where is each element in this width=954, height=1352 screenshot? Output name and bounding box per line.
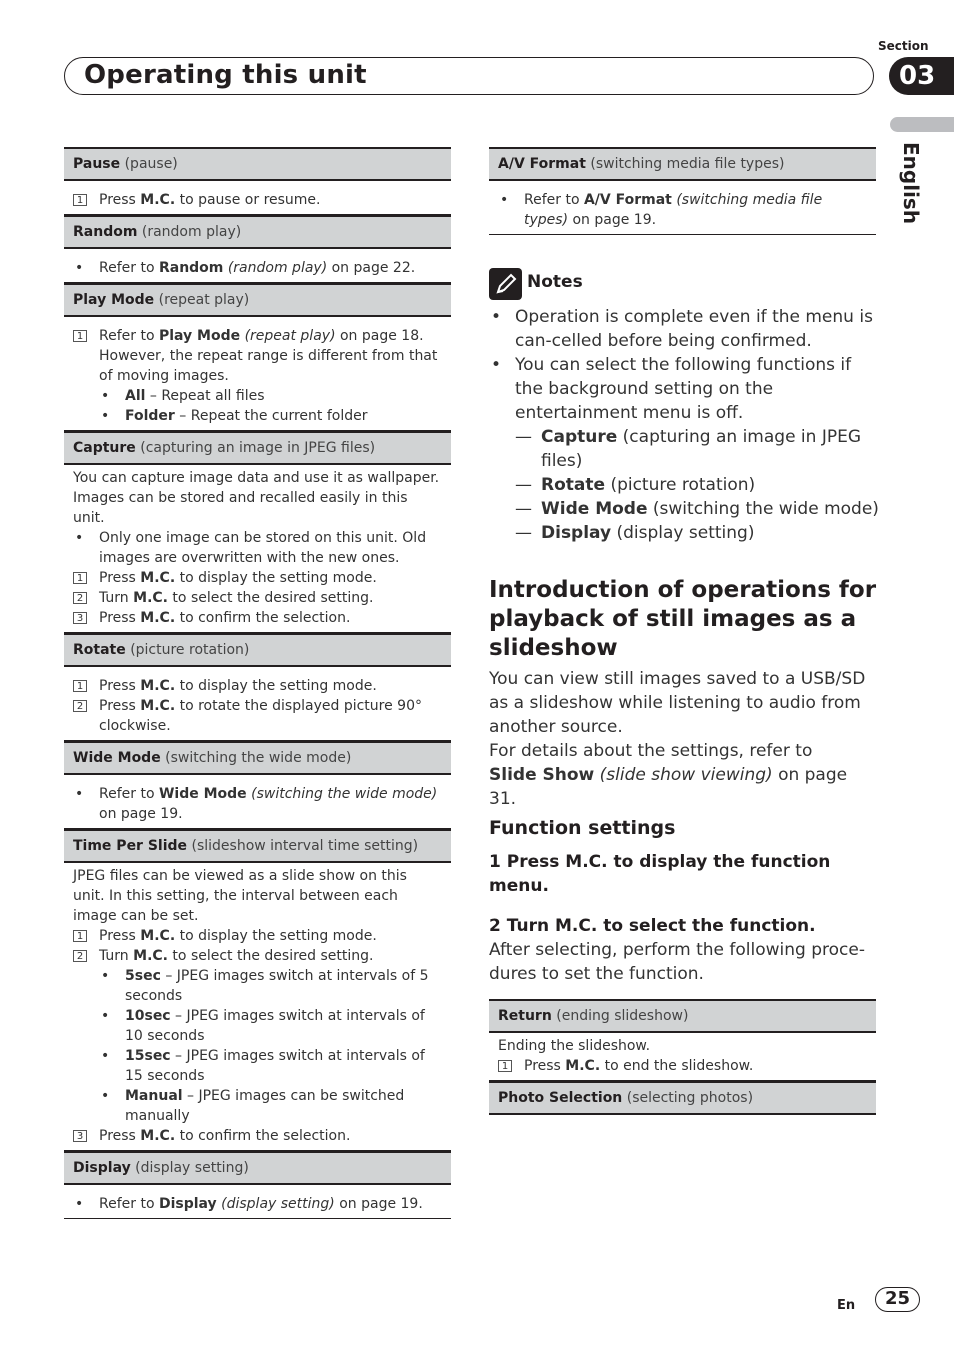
- table-row: [73, 386, 442, 406]
- table-header: [64, 1151, 451, 1185]
- page-number: 25: [875, 1287, 920, 1312]
- text-run: Refer to: [99, 328, 159, 344]
- row-text: [99, 608, 442, 628]
- text-run: Refer to: [524, 192, 584, 208]
- dash-text: [541, 473, 879, 497]
- text-run: on page 18. However, the repeat range is different from that of moving images.: [99, 328, 438, 384]
- settings-table: [489, 999, 876, 1081]
- table-header: [64, 633, 451, 667]
- row-text: [125, 406, 442, 426]
- table-row: [498, 1056, 867, 1076]
- notes-pencil-icon: [489, 268, 522, 300]
- text-run: Refer to: [99, 1196, 159, 1212]
- table-header: [489, 147, 876, 181]
- table-header: [64, 741, 451, 775]
- bullet: •: [75, 1196, 84, 1212]
- text-run: to select the desired setting.: [167, 590, 374, 606]
- key-name: M.C.: [140, 698, 176, 714]
- table-row: [73, 676, 442, 696]
- table-body: [489, 1033, 876, 1081]
- settings-table: [64, 215, 451, 283]
- text-run: on page 22.: [327, 260, 416, 276]
- key-name: M.C.: [565, 1058, 601, 1074]
- table-header: [64, 283, 451, 317]
- table-row: [73, 406, 442, 426]
- ref-italic: (random play): [223, 260, 328, 276]
- settings-table: [64, 741, 451, 829]
- option-name: All: [125, 388, 146, 404]
- notes-title: Notes: [527, 272, 583, 292]
- row-text: [125, 966, 442, 1006]
- text-run: – Repeat the current folder: [174, 408, 368, 424]
- bullet: •: [75, 530, 84, 546]
- dash-text: [541, 425, 879, 473]
- table-row: [73, 588, 442, 608]
- header-bold: Time Per Slide: [73, 838, 188, 854]
- text-run: to select the desired setting.: [167, 948, 374, 964]
- step-number: 1: [73, 572, 87, 584]
- header-bold: Rotate: [73, 642, 126, 658]
- text-run: Press: [99, 928, 141, 944]
- table-body: [489, 181, 876, 235]
- header-description: (display setting): [135, 1160, 249, 1176]
- step-number: 1: [73, 194, 87, 206]
- step-number: 3: [73, 612, 87, 624]
- settings-table: [64, 147, 451, 215]
- row-text: [99, 258, 442, 278]
- table-row: [73, 696, 442, 736]
- function-description: (display setting): [616, 523, 755, 543]
- text-run: Press: [524, 1058, 566, 1074]
- text-run: – JPEG images switch at intervals of 5 seconds: [125, 968, 429, 1004]
- ref-italic: (switching the wide mode): [246, 786, 438, 802]
- settings-table: [64, 283, 451, 431]
- text-run: Refer to: [99, 786, 159, 802]
- header-description: (selecting photos): [626, 1090, 754, 1106]
- option-name: 10sec: [125, 1008, 171, 1024]
- table-body: [64, 1185, 451, 1219]
- row-text: [125, 1086, 442, 1126]
- note-text: You can select the following functions if the background setting on the entertainment menu is off.: [515, 355, 852, 423]
- row-text: [125, 386, 442, 406]
- bullet: •: [101, 968, 110, 984]
- step-number: 1: [73, 680, 87, 692]
- step-number: 1: [73, 330, 87, 342]
- note-dash-item: [489, 425, 879, 473]
- ref-bold: A/V Format: [583, 192, 672, 208]
- header-description: (picture rotation): [130, 642, 250, 658]
- header-bold: A/V Format: [498, 156, 586, 172]
- text-run: Press: [99, 678, 141, 694]
- dash-text: [541, 521, 879, 545]
- ref-bold: Random: [158, 260, 224, 276]
- text-run: Press: [99, 1128, 141, 1144]
- ref-bold: Play Mode: [158, 328, 241, 344]
- language-label-box: [897, 142, 923, 225]
- header-description: (repeat play): [158, 292, 250, 308]
- text-run: to rotate the displayed picture 90° clockwise.: [99, 698, 422, 734]
- row-text: [524, 1056, 867, 1076]
- header-bold: Wide Mode: [73, 750, 161, 766]
- settings-table: [64, 431, 451, 633]
- function-name: Display: [541, 523, 612, 543]
- section-number: 03: [889, 57, 954, 95]
- bullet: •: [101, 1008, 110, 1024]
- dash-marker: —: [515, 427, 532, 447]
- header-description: (random play): [141, 224, 242, 240]
- key-name: M.C.: [140, 678, 176, 694]
- section-label: Section: [878, 39, 929, 53]
- text-run: Press: [99, 192, 141, 208]
- bullet: •: [101, 408, 110, 424]
- row-text: [99, 588, 442, 608]
- note-dash-list: [489, 425, 879, 545]
- ref-italic: (repeat play): [240, 328, 336, 344]
- table-row: [498, 190, 867, 230]
- text-run: on page 19.: [334, 1196, 423, 1212]
- function-name: Wide Mode: [541, 499, 648, 519]
- table-body: [64, 249, 451, 283]
- step-number: 2: [73, 700, 87, 712]
- text-run: Turn: [99, 948, 134, 964]
- text-run: to end the slideshow.: [600, 1058, 754, 1074]
- ref-italic: (display setting): [216, 1196, 335, 1212]
- text-run: – JPEG images switch at intervals of 10 seconds: [125, 1008, 425, 1044]
- key-name: M.C.: [140, 192, 176, 208]
- table-row: [73, 326, 442, 386]
- table-row: [73, 784, 442, 824]
- left-column: [64, 147, 451, 1219]
- header-bold: Play Mode: [73, 292, 155, 308]
- table-row: [73, 926, 442, 946]
- row-text: [99, 784, 442, 824]
- table-row: [73, 258, 442, 278]
- intro-para2: For details about the settings, refer to: [489, 741, 813, 761]
- table-row: [73, 1086, 442, 1126]
- row-text: [99, 926, 442, 946]
- option-name: Folder: [125, 408, 175, 424]
- row-text: You can capture image data and use it as wallpaper. Images can be stored and recalled easily in this unit.: [73, 470, 440, 526]
- function-description: (capturing an image in JPEG files): [541, 427, 862, 471]
- header-description: (switching media file types): [590, 156, 785, 172]
- row-text: Ending the slideshow.: [498, 1038, 651, 1054]
- text-run: to display the setting mode.: [175, 570, 377, 586]
- bullet: •: [101, 388, 110, 404]
- table-header: [489, 1081, 876, 1115]
- ref-italic: (switching media file types): [524, 192, 823, 228]
- row-text: [99, 190, 442, 210]
- settings-table: [64, 633, 451, 741]
- table-header: [64, 215, 451, 249]
- table-row: [73, 866, 442, 926]
- table-row: [498, 1036, 867, 1056]
- text-run: Press: [99, 698, 141, 714]
- header-bold: Pause: [73, 156, 121, 172]
- table-row: [73, 190, 442, 210]
- ref-rest: on page 31.: [489, 765, 848, 809]
- text-run: Refer to: [99, 260, 159, 276]
- row-text: [524, 190, 867, 230]
- header-description: (capturing an image in JPEG files): [140, 440, 376, 456]
- note-item: • You can select the following functions if the background setting on the entertainment menu is off.: [489, 353, 879, 425]
- text-run: to confirm the selection.: [175, 610, 351, 626]
- text-run: on page 19.: [568, 212, 657, 228]
- bullet: •: [500, 192, 509, 208]
- step-1: 1 Press M.C. to display the function menu.: [489, 852, 831, 896]
- table-header: [489, 999, 876, 1033]
- intro-para1: You can view still images saved to a USB/SD as a slideshow while listening to audio from another source.: [489, 669, 866, 737]
- function-table: [489, 999, 876, 1115]
- header-bold: Capture: [73, 440, 136, 456]
- text-run: to pause or resume.: [175, 192, 321, 208]
- text-run: – JPEG images can be switched manually: [125, 1088, 405, 1124]
- table-header: [64, 829, 451, 863]
- table-row: [73, 528, 442, 568]
- function-name: Rotate: [541, 475, 606, 495]
- row-text: [125, 1046, 442, 1086]
- row-text: [99, 946, 442, 966]
- step-number: 3: [73, 1130, 87, 1142]
- table-body: [64, 863, 451, 1151]
- function-description: (picture rotation): [610, 475, 756, 495]
- function-description: (switching the wide mode): [652, 499, 879, 519]
- ref-bold: Slide Show: [489, 765, 595, 785]
- bullet: •: [101, 1088, 110, 1104]
- bullet: •: [75, 786, 84, 802]
- ref-italic: (slide show viewing): [599, 765, 773, 785]
- row-text: JPEG files can be viewed as a slide show on this unit. In this setting, the interval between each image can be set.: [73, 868, 407, 924]
- row-text: [99, 676, 442, 696]
- dash-text: [541, 497, 879, 521]
- row-text: [99, 326, 442, 386]
- table-body: [64, 317, 451, 431]
- table-body: [64, 667, 451, 741]
- settings-table: [489, 147, 876, 235]
- option-name: 5sec: [125, 968, 161, 984]
- table-body: [64, 465, 451, 633]
- table-row: [73, 608, 442, 628]
- settings-table: [64, 829, 451, 1151]
- step-number: 2: [73, 950, 87, 962]
- step-number: 2: [73, 592, 87, 604]
- key-name: M.C.: [140, 570, 176, 586]
- text-run: to confirm the selection.: [175, 1128, 351, 1144]
- table-row: [73, 946, 442, 966]
- option-name: Manual: [125, 1088, 183, 1104]
- key-name: M.C.: [133, 590, 168, 606]
- key-name: M.C.: [140, 928, 176, 944]
- av-format-table: [489, 147, 876, 235]
- text-run: Press: [99, 570, 141, 586]
- key-name: M.C.: [140, 1128, 176, 1144]
- settings-table: [489, 1081, 876, 1115]
- page-title: Operating this unit: [84, 60, 367, 90]
- note-dash-item: [489, 521, 879, 545]
- note-text: Operation is complete even if the menu is can-celled before being confirmed.: [515, 307, 873, 351]
- table-row: [73, 1006, 442, 1046]
- header-bold: Return: [498, 1008, 552, 1024]
- bullet: •: [101, 1048, 110, 1064]
- row-text: [99, 696, 442, 736]
- step-number: 1: [73, 930, 87, 942]
- table-row: [73, 966, 442, 1006]
- function-settings-heading: Function settings: [489, 817, 676, 839]
- key-name: M.C.: [140, 610, 176, 626]
- header-bold: Random: [73, 224, 138, 240]
- note-dash-item: [489, 497, 879, 521]
- header-bold: Photo Selection: [498, 1090, 623, 1106]
- settings-table: [64, 1151, 451, 1219]
- ref-bold: Display: [158, 1196, 217, 1212]
- header-description: (switching the wide mode): [165, 750, 352, 766]
- table-row: [73, 1126, 442, 1146]
- dash-marker: —: [515, 499, 532, 519]
- ref-bold: Wide Mode: [158, 786, 247, 802]
- text-run: to display the setting mode.: [175, 678, 377, 694]
- function-name: Capture: [541, 427, 618, 447]
- text-run: on page 19.: [99, 806, 183, 822]
- row-text: [99, 1194, 442, 1214]
- intro-reference: [489, 763, 879, 811]
- intro-paragraph: [489, 667, 879, 811]
- dash-marker: —: [515, 475, 532, 495]
- notes-list: [489, 305, 879, 545]
- footer-lang: En: [837, 1298, 856, 1313]
- step-number: 1: [498, 1060, 512, 1072]
- step-2: 2 Turn M.C. to select the function.: [489, 916, 816, 936]
- key-name: M.C.: [133, 948, 168, 964]
- bullet: •: [75, 260, 84, 276]
- dash-marker: —: [515, 523, 532, 543]
- note-item: • Operation is complete even if the menu is can-celled before being confirmed.: [489, 305, 879, 353]
- language-tab: [890, 117, 954, 132]
- header-description: (pause): [124, 156, 178, 172]
- row-text: [99, 1126, 442, 1146]
- table-header: [64, 431, 451, 465]
- table-row: [73, 1046, 442, 1086]
- header-description: (slideshow interval time setting): [191, 838, 419, 854]
- row-text: [99, 568, 442, 588]
- table-header: [64, 147, 451, 181]
- table-body: [64, 775, 451, 829]
- row-text: Only one image can be stored on this unit. Old images are overwritten with the new ones.: [99, 530, 427, 566]
- text-run: – Repeat all files: [145, 388, 265, 404]
- language-label: English: [899, 142, 923, 225]
- table-body: [64, 181, 451, 215]
- option-name: 15sec: [125, 1048, 171, 1064]
- text-run: to display the setting mode.: [175, 928, 377, 944]
- table-row: [73, 1194, 442, 1214]
- intro-heading: Introduction of operations for playback of still images as a slideshow: [489, 577, 877, 661]
- table-row: [73, 568, 442, 588]
- row-text: [125, 1006, 442, 1046]
- note-dash-item: [489, 473, 879, 497]
- after-selecting-text: After selecting, perform the following proce-dures to set the function.: [489, 940, 865, 984]
- table-row: [73, 468, 442, 528]
- header-description: (ending slideshow): [556, 1008, 689, 1024]
- header-bold: Display: [73, 1160, 131, 1176]
- text-run: – JPEG images switch at intervals of 15 seconds: [125, 1048, 425, 1084]
- text-run: Press: [99, 610, 141, 626]
- text-run: Turn: [99, 590, 134, 606]
